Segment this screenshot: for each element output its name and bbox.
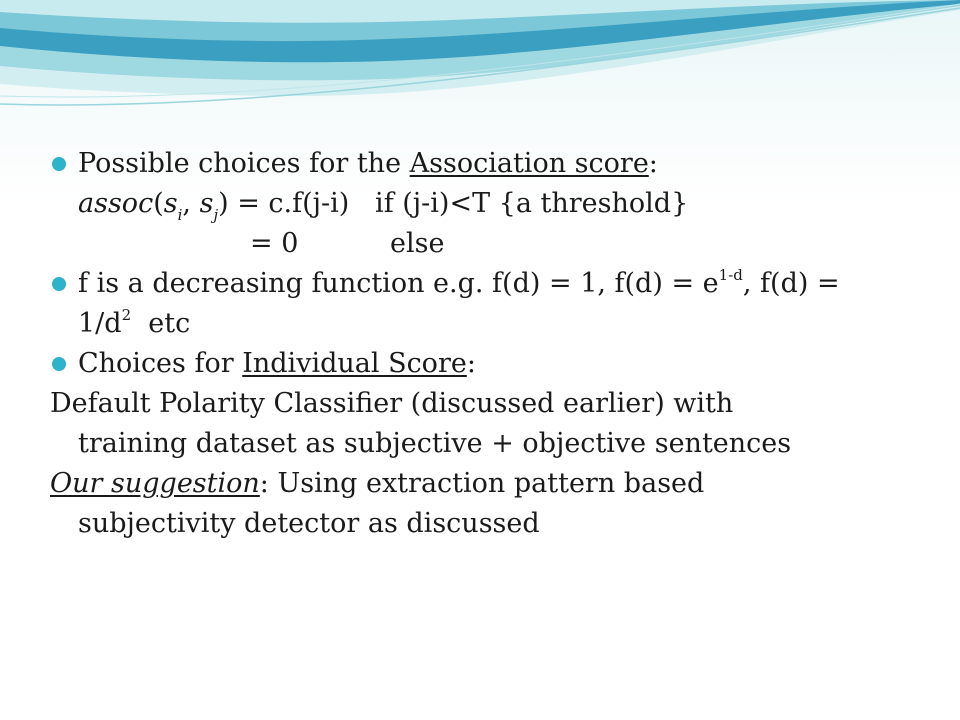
- text: Possible choices for the: [78, 148, 410, 179]
- default-classifier-line: [50, 384, 930, 424]
- our-suggestion-line: [50, 464, 930, 504]
- subscript-j: j: [213, 206, 219, 225]
- text: 1/d: [78, 308, 122, 339]
- text: Default Polarity Classifier (discussed earlier) with: [50, 388, 734, 419]
- association-score-term: Association score: [409, 148, 649, 179]
- assoc-formula: [50, 184, 930, 224]
- text: :: [466, 348, 476, 379]
- bullet-association-score: [50, 144, 930, 184]
- var-s: s: [199, 188, 214, 219]
- bullet-decreasing-function: [50, 264, 930, 304]
- else-value: = 0: [250, 228, 299, 259]
- bullet-decreasing-function-cont: [50, 304, 930, 344]
- text: Choices for: [78, 348, 243, 379]
- our-suggestion-line-cont: [50, 504, 930, 544]
- superscript: 1-d: [718, 266, 743, 284]
- text: training dataset as subjective + objective sentences: [78, 428, 792, 459]
- formula-rest: ) = c.f(j-i) if (j-i)<T {a threshold}: [218, 188, 689, 219]
- else-keyword: else: [390, 228, 445, 259]
- text: etc: [131, 308, 191, 339]
- text: (: [153, 188, 164, 219]
- our-suggestion-term: Our suggestion: [50, 468, 260, 499]
- bullet-individual-score: [50, 344, 930, 384]
- text: , f(d) =: [742, 268, 840, 299]
- slide-body: [50, 144, 930, 544]
- text: : Using extraction pattern based: [259, 468, 705, 499]
- subscript-i: i: [177, 206, 183, 225]
- default-classifier-line-cont: [50, 424, 930, 464]
- text: :: [648, 148, 658, 179]
- individual-score-term: Individual Score: [242, 348, 467, 379]
- text: subjectivity detector as discussed: [78, 508, 540, 539]
- decorative-wave-header: [0, 0, 960, 130]
- var-s: s: [163, 188, 178, 219]
- assoc-else-case: [50, 224, 930, 264]
- text: f is a decreasing function e.g. f(d) = 1, f(d) = e: [78, 268, 719, 299]
- assoc-fn: assoc: [78, 188, 154, 219]
- superscript: 2: [121, 306, 132, 324]
- text: ,: [182, 188, 200, 219]
